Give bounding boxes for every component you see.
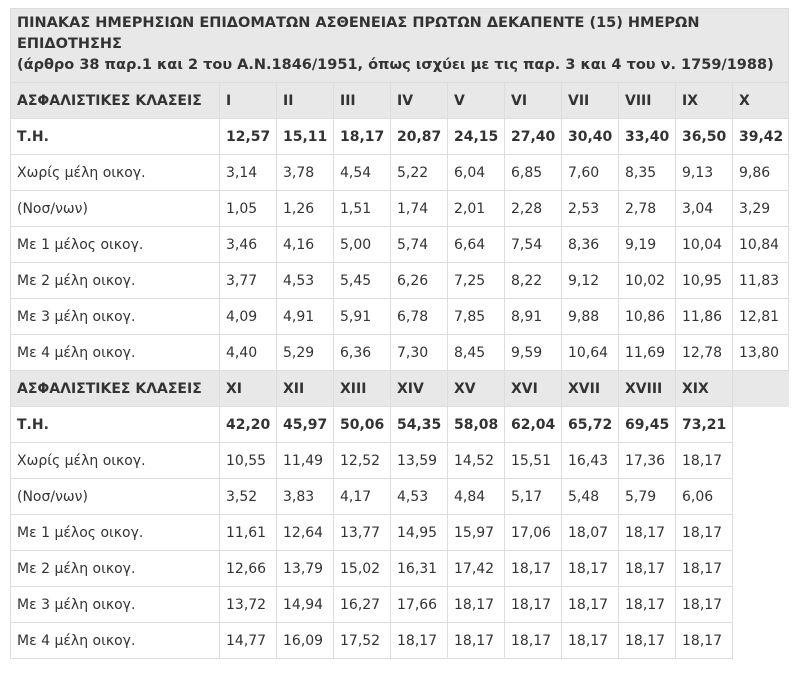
value-cell: 12,64: [277, 515, 334, 551]
value-cell: 4,91: [277, 299, 334, 335]
value-cell: 16,31: [391, 551, 448, 587]
class-header-cell: XVIII: [619, 371, 676, 407]
value-cell: 18,17: [391, 623, 448, 659]
value-cell: 4,17: [334, 479, 391, 515]
value-cell: 8,45: [448, 335, 505, 371]
value-cell: 18,17: [676, 515, 733, 551]
title-row: [11, 9, 789, 83]
value-cell: 14,77: [220, 623, 277, 659]
value-cell: 5,45: [334, 263, 391, 299]
sickness-allowance-table: [10, 8, 789, 659]
value-cell: 50,06: [334, 407, 391, 443]
value-cell: 12,81: [733, 299, 789, 335]
value-cell: 12,78: [676, 335, 733, 371]
value-cell: 3,52: [220, 479, 277, 515]
value-cell: 11,83: [733, 263, 789, 299]
value-cell: 15,11: [277, 119, 334, 155]
value-cell: 12,57: [220, 119, 277, 155]
value-cell: 18,17: [448, 587, 505, 623]
value-cell: 15,51: [505, 443, 562, 479]
table-row: [11, 587, 789, 623]
value-cell: 20,87: [391, 119, 448, 155]
value-cell: 14,95: [391, 515, 448, 551]
value-cell: 18,17: [619, 515, 676, 551]
table-row: [11, 227, 789, 263]
value-cell: 18,17: [562, 587, 619, 623]
classes-header-row: [11, 83, 789, 119]
row-label: (Νοσ/νων): [11, 479, 220, 515]
value-cell: 18,17: [619, 551, 676, 587]
class-header-cell: IX: [676, 83, 733, 119]
value-cell: 18,17: [448, 623, 505, 659]
value-cell: 9,86: [733, 155, 789, 191]
table-title-subtitle: (άρθρο 38 παρ.1 και 2 του Α.Ν.1846/1951, όπως ισχύει με τις παρ. 3 και 4 του ν. 1759/1988): [17, 57, 774, 73]
classes-header-label: ΑΣΦΑΛΙΣΤΙΚΕΣ ΚΛΑΣΕΙΣ: [11, 371, 220, 407]
value-cell: 16,27: [334, 587, 391, 623]
value-cell: 5,00: [334, 227, 391, 263]
class-header-cell: IV: [391, 83, 448, 119]
value-cell: 9,59: [505, 335, 562, 371]
value-cell: 5,22: [391, 155, 448, 191]
class-header-cell: II: [277, 83, 334, 119]
value-cell: 3,46: [220, 227, 277, 263]
value-cell: 5,74: [391, 227, 448, 263]
table-row: [11, 119, 789, 155]
empty-cell: [733, 587, 789, 623]
value-cell: 54,35: [391, 407, 448, 443]
value-cell: 9,19: [619, 227, 676, 263]
value-cell: 36,50: [676, 119, 733, 155]
value-cell: 18,17: [676, 551, 733, 587]
value-cell: 1,05: [220, 191, 277, 227]
empty-cell: [733, 551, 789, 587]
value-cell: 11,61: [220, 515, 277, 551]
empty-cell: [733, 443, 789, 479]
value-cell: 4,84: [448, 479, 505, 515]
value-cell: 62,04: [505, 407, 562, 443]
value-cell: 27,40: [505, 119, 562, 155]
value-cell: 3,14: [220, 155, 277, 191]
class-header-cell: XI: [220, 371, 277, 407]
value-cell: 7,30: [391, 335, 448, 371]
row-label: Με 4 μέλη οικογ.: [11, 335, 220, 371]
value-cell: 13,80: [733, 335, 789, 371]
value-cell: 18,17: [562, 623, 619, 659]
empty-cell: [733, 371, 789, 407]
value-cell: 39,42: [733, 119, 789, 155]
value-cell: 3,77: [220, 263, 277, 299]
table-row: [11, 623, 789, 659]
empty-cell: [733, 623, 789, 659]
value-cell: 11,86: [676, 299, 733, 335]
value-cell: 13,72: [220, 587, 277, 623]
class-header-cell: I: [220, 83, 277, 119]
class-header-cell: XVII: [562, 371, 619, 407]
table-row: [11, 407, 789, 443]
value-cell: 2,01: [448, 191, 505, 227]
value-cell: 18,17: [562, 551, 619, 587]
table-row: [11, 443, 789, 479]
value-cell: 3,83: [277, 479, 334, 515]
class-header-cell: XIX: [676, 371, 733, 407]
value-cell: 33,40: [619, 119, 676, 155]
value-cell: 5,17: [505, 479, 562, 515]
value-cell: 11,49: [277, 443, 334, 479]
value-cell: 10,55: [220, 443, 277, 479]
value-cell: 17,36: [619, 443, 676, 479]
value-cell: 17,52: [334, 623, 391, 659]
value-cell: 8,91: [505, 299, 562, 335]
value-cell: 5,91: [334, 299, 391, 335]
value-cell: 18,17: [505, 551, 562, 587]
value-cell: 18,07: [562, 515, 619, 551]
value-cell: 6,85: [505, 155, 562, 191]
row-label: (Νοσ/νων): [11, 191, 220, 227]
empty-cell: [733, 479, 789, 515]
value-cell: 6,26: [391, 263, 448, 299]
table-row: [11, 299, 789, 335]
value-cell: 2,28: [505, 191, 562, 227]
value-cell: 73,21: [676, 407, 733, 443]
value-cell: 12,52: [334, 443, 391, 479]
value-cell: 7,25: [448, 263, 505, 299]
table-row: [11, 515, 789, 551]
value-cell: 17,66: [391, 587, 448, 623]
value-cell: 8,36: [562, 227, 619, 263]
allowance-table-container: [10, 8, 788, 659]
value-cell: 30,40: [562, 119, 619, 155]
value-cell: 4,09: [220, 299, 277, 335]
value-cell: 6,64: [448, 227, 505, 263]
value-cell: 18,17: [619, 587, 676, 623]
table-row: [11, 335, 789, 371]
table-title: [11, 9, 789, 83]
class-header-cell: XIII: [334, 371, 391, 407]
value-cell: 8,35: [619, 155, 676, 191]
value-cell: 10,95: [676, 263, 733, 299]
value-cell: 16,43: [562, 443, 619, 479]
value-cell: 24,15: [448, 119, 505, 155]
value-cell: 18,17: [334, 119, 391, 155]
row-label: Με 3 μέλη οικογ.: [11, 587, 220, 623]
value-cell: 4,40: [220, 335, 277, 371]
classes-header-label: ΑΣΦΑΛΙΣΤΙΚΕΣ ΚΛΑΣΕΙΣ: [11, 83, 220, 119]
value-cell: 13,79: [277, 551, 334, 587]
value-cell: 4,54: [334, 155, 391, 191]
value-cell: 17,42: [448, 551, 505, 587]
class-header-cell: VIII: [619, 83, 676, 119]
value-cell: 9,88: [562, 299, 619, 335]
class-header-cell: VI: [505, 83, 562, 119]
row-label: Χωρίς μέλη οικογ.: [11, 443, 220, 479]
value-cell: 1,74: [391, 191, 448, 227]
value-cell: 1,26: [277, 191, 334, 227]
value-cell: 9,13: [676, 155, 733, 191]
value-cell: 18,17: [505, 587, 562, 623]
row-label: Με 1 μέλος οικογ.: [11, 515, 220, 551]
class-header-cell: XIV: [391, 371, 448, 407]
empty-cell: [733, 515, 789, 551]
value-cell: 18,17: [676, 623, 733, 659]
table-row: [11, 551, 789, 587]
value-cell: 10,84: [733, 227, 789, 263]
value-cell: 45,97: [277, 407, 334, 443]
value-cell: 9,12: [562, 263, 619, 299]
value-cell: 10,64: [562, 335, 619, 371]
class-header-cell: VII: [562, 83, 619, 119]
class-header-cell: XV: [448, 371, 505, 407]
value-cell: 69,45: [619, 407, 676, 443]
value-cell: 6,78: [391, 299, 448, 335]
value-cell: 4,16: [277, 227, 334, 263]
value-cell: 5,79: [619, 479, 676, 515]
value-cell: 7,60: [562, 155, 619, 191]
class-header-cell: XVI: [505, 371, 562, 407]
value-cell: 14,52: [448, 443, 505, 479]
value-cell: 5,48: [562, 479, 619, 515]
value-cell: 3,04: [676, 191, 733, 227]
value-cell: 10,04: [676, 227, 733, 263]
class-header-cell: V: [448, 83, 505, 119]
value-cell: 5,29: [277, 335, 334, 371]
value-cell: 18,17: [619, 623, 676, 659]
class-header-cell: X: [733, 83, 789, 119]
value-cell: 18,17: [505, 623, 562, 659]
row-label: Με 3 μέλη οικογ.: [11, 299, 220, 335]
table-row: [11, 263, 789, 299]
value-cell: 6,06: [676, 479, 733, 515]
class-header-cell: III: [334, 83, 391, 119]
value-cell: 3,78: [277, 155, 334, 191]
value-cell: 8,22: [505, 263, 562, 299]
table-row: [11, 479, 789, 515]
row-label: Με 2 μέλη οικογ.: [11, 551, 220, 587]
value-cell: 4,53: [277, 263, 334, 299]
value-cell: 7,54: [505, 227, 562, 263]
value-cell: 12,66: [220, 551, 277, 587]
value-cell: 1,51: [334, 191, 391, 227]
value-cell: 2,53: [562, 191, 619, 227]
row-label: Τ.Η.: [11, 119, 220, 155]
row-label: Με 1 μέλος οικογ.: [11, 227, 220, 263]
row-label: Με 2 μέλη οικογ.: [11, 263, 220, 299]
class-header-cell: XII: [277, 371, 334, 407]
table-title-main: ΠΙΝΑΚΑΣ ΗΜΕΡΗΣΙΩΝ ΕΠΙΔΟΜΑΤΩΝ ΑΣΘΕΝΕΙΑΣ ΠΡΩΤΩΝ ΔΕΚΑΠΕΝΤΕ (15) ΗΜΕΡΩΝ ΕΠΙΔΟΤΗΣΗΣ: [17, 15, 700, 52]
value-cell: 6,04: [448, 155, 505, 191]
value-cell: 4,53: [391, 479, 448, 515]
value-cell: 42,20: [220, 407, 277, 443]
table-row: [11, 191, 789, 227]
value-cell: 18,17: [676, 587, 733, 623]
table-row: [11, 155, 789, 191]
value-cell: 18,17: [676, 443, 733, 479]
value-cell: 7,85: [448, 299, 505, 335]
value-cell: 10,86: [619, 299, 676, 335]
value-cell: 14,94: [277, 587, 334, 623]
value-cell: 13,59: [391, 443, 448, 479]
value-cell: 15,97: [448, 515, 505, 551]
row-label: Με 4 μέλη οικογ.: [11, 623, 220, 659]
classes-header-row: [11, 371, 789, 407]
value-cell: 2,78: [619, 191, 676, 227]
row-label: Χωρίς μέλη οικογ.: [11, 155, 220, 191]
value-cell: 65,72: [562, 407, 619, 443]
row-label: Τ.Η.: [11, 407, 220, 443]
value-cell: 6,36: [334, 335, 391, 371]
value-cell: 17,06: [505, 515, 562, 551]
value-cell: 15,02: [334, 551, 391, 587]
value-cell: 11,69: [619, 335, 676, 371]
value-cell: 3,29: [733, 191, 789, 227]
value-cell: 10,02: [619, 263, 676, 299]
value-cell: 16,09: [277, 623, 334, 659]
value-cell: 58,08: [448, 407, 505, 443]
value-cell: 13,77: [334, 515, 391, 551]
empty-cell: [733, 407, 789, 443]
